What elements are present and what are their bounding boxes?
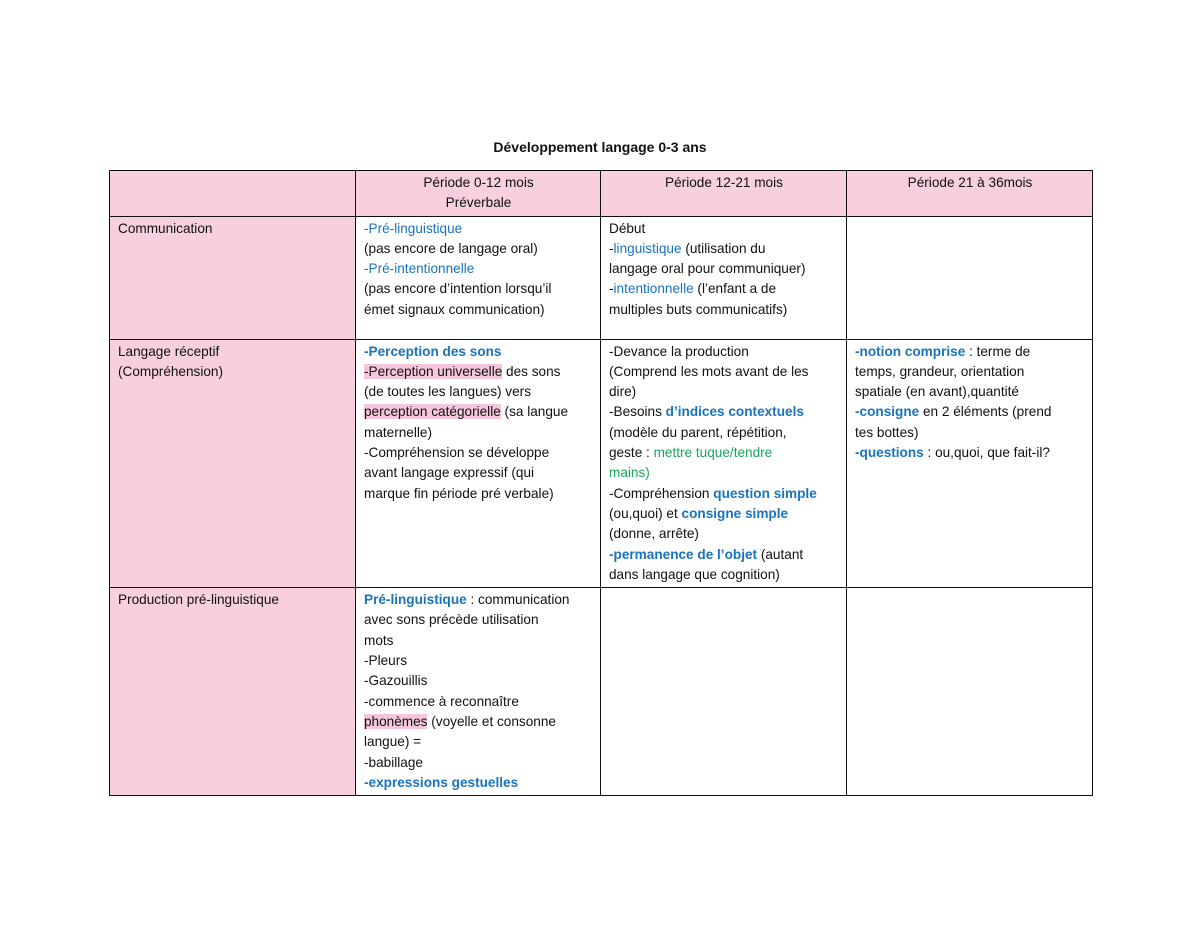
cell-line [609, 300, 839, 320]
cell-text: d’indices contextuels [665, 404, 804, 420]
cell-text: spatiale (en avant),quantité [855, 384, 1019, 400]
cell-text: (utilisation du [681, 240, 766, 256]
cell-line [609, 524, 839, 544]
cell-text: -Devance la production [609, 343, 749, 359]
cell-line [364, 651, 593, 671]
cell-text: : terme de [965, 343, 1031, 359]
highlighted-text: perception catégorielle [364, 404, 501, 420]
cell-line [364, 773, 593, 793]
cell-line [364, 342, 593, 362]
cell-text: -consigne [855, 404, 920, 420]
highlighted-text: phonèmes [364, 713, 428, 729]
cell-text: consigne simple [681, 505, 789, 521]
development-table [109, 170, 1093, 796]
header-period-21-36 [847, 171, 1093, 217]
cell-text: tes bottes) [855, 424, 919, 440]
cell-line [364, 423, 593, 443]
cell-line [609, 423, 839, 443]
table-cell [847, 588, 1093, 796]
cell-line [609, 279, 839, 299]
cell-line [364, 382, 593, 402]
cell-text: -notion comprise [855, 343, 966, 359]
cell-line [609, 342, 839, 362]
cell-text: (ou,quoi) et [609, 505, 682, 521]
cell-line [364, 239, 593, 259]
cell-text: : communication [466, 592, 570, 608]
highlighted-text: -Perception universelle [364, 363, 503, 379]
cell-text: - [609, 240, 614, 256]
cell-line [855, 382, 1085, 402]
table-cell [601, 588, 847, 796]
cell-text: question simple [713, 485, 817, 501]
cell-text: -babillage [364, 754, 423, 770]
table-row [110, 339, 1093, 588]
row-label-cell [110, 588, 356, 796]
cell-line [364, 259, 593, 279]
cell-text: temps, grandeur, orientation [855, 363, 1025, 379]
table-row [110, 216, 1093, 339]
cell-line [364, 402, 593, 422]
cell-text: mettre tuque/tendre [653, 445, 773, 461]
cell-line [364, 712, 593, 732]
cell-text: -commence à reconnaître [364, 693, 519, 709]
cell-line [364, 631, 593, 651]
cell-text: -expressions gestuelles [364, 774, 519, 790]
cell-text: -Pré-intentionnelle [364, 261, 475, 277]
cell-line [364, 671, 593, 691]
cell-text: langue) = [364, 734, 422, 750]
table-cell [847, 216, 1093, 339]
cell-text: (Comprend les mots avant de les [609, 363, 809, 379]
cell-text: (l’enfant a de [693, 281, 777, 297]
row-label-cell [110, 339, 356, 588]
row-label: Communication [118, 220, 213, 236]
table-cell [847, 339, 1093, 588]
cell-text: Début [609, 220, 646, 236]
cell-text: avant langage expressif (qui [364, 465, 535, 481]
cell-line [364, 484, 593, 504]
table-cell [601, 216, 847, 339]
table-cell [356, 216, 601, 339]
header-period-label: Période 12-21 mois [665, 175, 783, 190]
cell-text: langage oral pour communiquer) [609, 261, 806, 277]
cell-text: émet signaux communication) [364, 301, 545, 317]
header-period-0-12 [356, 171, 601, 217]
cell-line [609, 239, 839, 259]
cell-text: (de toutes les langues) vers [364, 384, 531, 400]
cell-text: linguistique [613, 240, 682, 256]
cell-text: mots [364, 632, 394, 648]
cell-line [364, 463, 593, 483]
cell-text: -permanence de l’objet [609, 546, 758, 562]
cell-text: mains) [609, 465, 650, 481]
cell-line [609, 504, 839, 524]
cell-line [364, 610, 593, 630]
header-period-label: Période 0-12 mois [423, 175, 534, 190]
cell-text: -Pré-linguistique [364, 220, 463, 236]
cell-text: (modèle du parent, répétition, [609, 424, 787, 440]
cell-line [609, 259, 839, 279]
cell-line [855, 362, 1085, 382]
cell-line [609, 565, 839, 585]
cell-text: (sa langue [500, 404, 569, 420]
cell-line [855, 423, 1085, 443]
cell-line [855, 443, 1085, 463]
cell-line [364, 753, 593, 773]
cell-line [855, 342, 1085, 362]
cell-text: geste : [609, 445, 654, 461]
cell-text: -Compréhension se développe [364, 445, 550, 461]
cell-text: intentionnelle [613, 281, 694, 297]
cell-line [855, 402, 1085, 422]
row-label-cell [110, 216, 356, 339]
header-period-12-21 [601, 171, 847, 217]
cell-line [609, 219, 839, 239]
cell-text: multiples buts communicatifs) [609, 301, 788, 317]
cell-text: - [609, 281, 614, 297]
cell-line [609, 545, 839, 565]
table-cell [356, 339, 601, 588]
cell-text: -Besoins [609, 404, 666, 420]
cell-line [364, 590, 593, 610]
cell-line [609, 382, 839, 402]
cell-text: -Gazouillis [364, 673, 428, 689]
cell-text: des sons [502, 363, 561, 379]
cell-text: en 2 éléments (prend [919, 404, 1052, 420]
cell-text: (pas encore d’intention lorsqu’il [364, 281, 552, 297]
cell-line [609, 484, 839, 504]
cell-text: -Compréhension [609, 485, 714, 501]
header-period-label: Période 21 à 36mois [907, 175, 1033, 190]
cell-text: -Perception des sons [364, 343, 502, 359]
cell-text: (pas encore de langage oral) [364, 240, 538, 256]
cell-text: dans langage que cognition) [609, 566, 780, 582]
row-label-sub: (Compréhension) [118, 363, 224, 379]
cell-text: -questions [855, 445, 924, 461]
cell-text: : ou,quoi, que fait-il? [923, 445, 1050, 461]
cell-line [609, 402, 839, 422]
cell-text: marque fin période pré verbale) [364, 485, 554, 501]
cell-line [609, 362, 839, 382]
cell-text: dire) [609, 384, 637, 400]
table-cell [601, 339, 847, 588]
page-title: Développement langage 0-3 ans [493, 139, 707, 155]
cell-text: maternelle) [364, 424, 432, 440]
header-period-sublabel: Préverbale [445, 195, 512, 211]
cell-line [364, 279, 593, 299]
cell-line [364, 362, 593, 382]
cell-text: -Pleurs [364, 653, 408, 669]
table-row [110, 588, 1093, 796]
cell-text: (autant [757, 546, 804, 562]
cell-text: avec sons précède utilisation [364, 612, 539, 628]
cell-line [609, 443, 839, 463]
table-cell [356, 588, 601, 796]
table-header-row [110, 171, 1093, 217]
cell-text: Pré-linguistique [364, 592, 467, 608]
cell-line [364, 692, 593, 712]
cell-line [364, 300, 593, 320]
cell-text: (voyelle et consonne [427, 713, 556, 729]
cell-line [364, 219, 593, 239]
cell-text: (donne, arrête) [609, 526, 699, 542]
row-label: Production pré-linguistique [118, 592, 279, 608]
cell-line [364, 443, 593, 463]
cell-line [364, 732, 593, 752]
cell-line [609, 463, 839, 483]
row-label: Langage réceptif [118, 343, 220, 359]
header-empty-cell [110, 171, 356, 217]
